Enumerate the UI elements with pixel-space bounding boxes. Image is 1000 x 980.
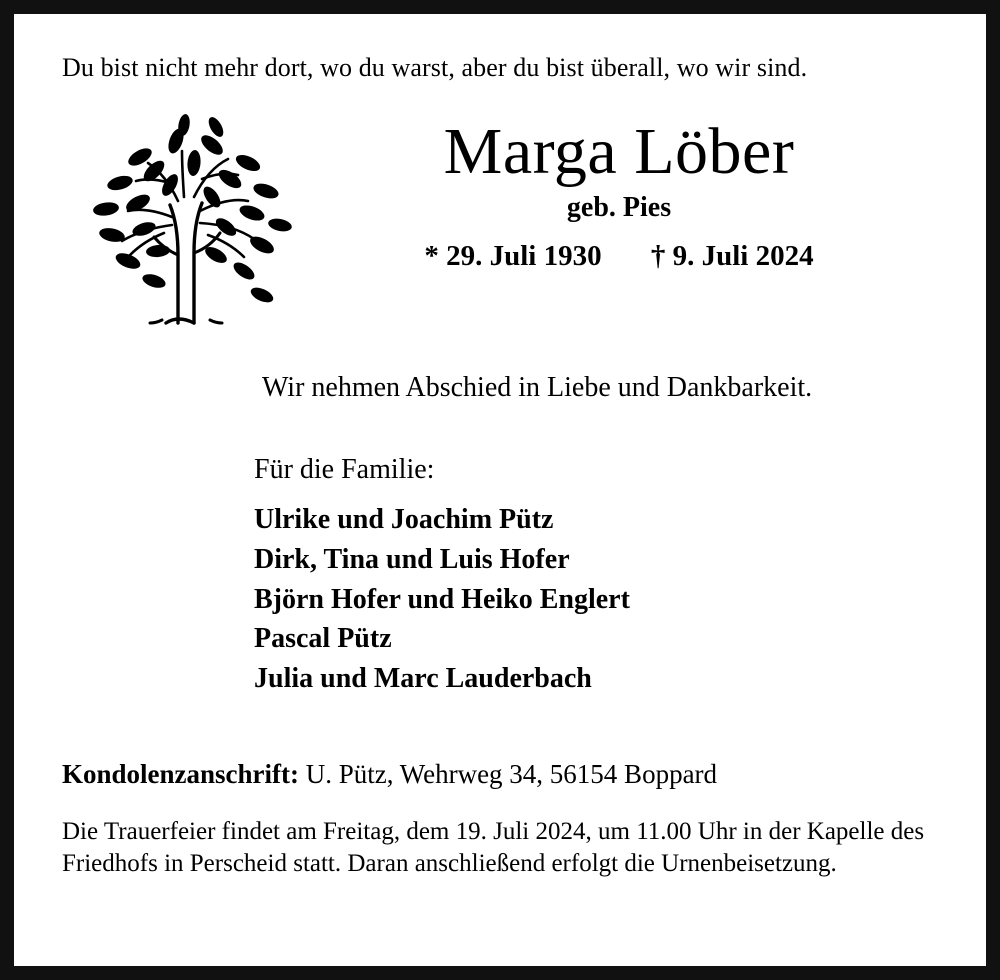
birth-date: * 29. Juli 1930 [424, 240, 602, 273]
deceased-name: Marga Löber [443, 115, 795, 189]
farewell-text: Wir nehmen Abschied in Liebe und Dankbarkeit. [262, 372, 813, 404]
condolence-address-line [62, 759, 942, 790]
list-item: Julia und Marc Lauderbach [254, 663, 592, 695]
condolence-label: Kondolenzanschrift: [62, 758, 300, 789]
death-date: † 9. Juli 2024 [650, 240, 814, 273]
name-block [316, 101, 942, 273]
list-item: Pascal Pütz [254, 623, 392, 655]
ceremony-details: Die Trauerfeier findet am Freitag, dem 19. Juli 2024, um 11.00 Uhr in der Kapelle des Friedhofs in Perscheid statt. Daran anschließend erfolgt die Urnenbeisetzung. [62, 817, 925, 877]
header-block [58, 101, 942, 330]
life-dates [316, 240, 922, 273]
list-item: Dirk, Tina und Luis Hofer [254, 543, 570, 575]
family-heading: Für die Familie: [254, 454, 435, 486]
condolence-address: U. Pütz, Wehrweg 34, 56154 Boppard [305, 758, 718, 789]
tree-of-life-icon [58, 101, 316, 330]
family-list [254, 500, 942, 699]
epitaph-text: Du bist nicht mehr dort, wo du warst, aber du bist überall, wo wir sind. [62, 53, 808, 82]
list-item: Björn Hofer und Heiko Englert [254, 583, 630, 615]
obituary-inner-frame [14, 14, 986, 966]
maiden-name: geb. Pies [566, 192, 672, 224]
list-item: Ulrike und Joachim Pütz [254, 504, 554, 536]
